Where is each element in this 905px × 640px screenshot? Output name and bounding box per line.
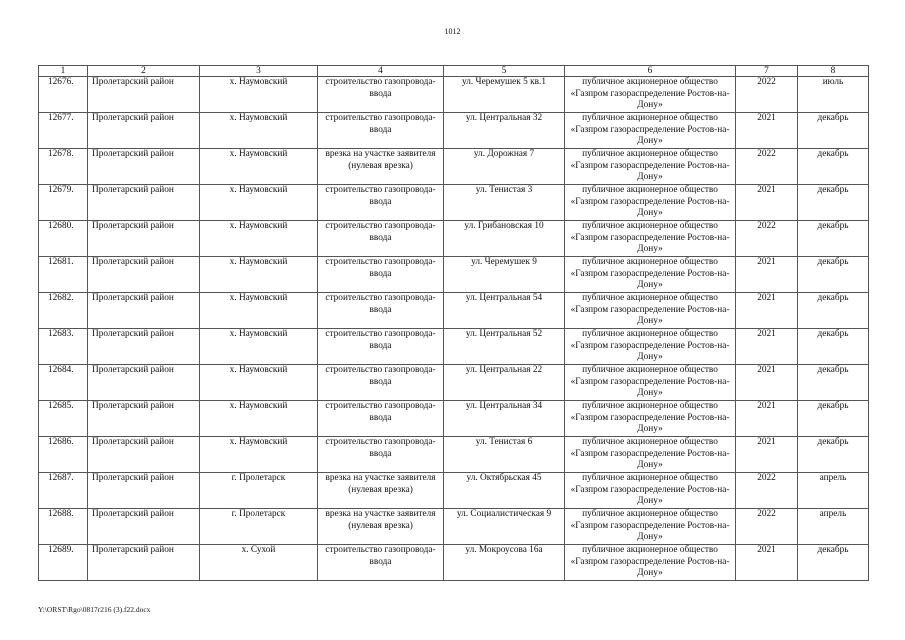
organization-cell: публичное акционерное общество «Газпром газораспределение Ростов-на-Дону» xyxy=(565,473,736,509)
work-type-cell: строительство газопровода-ввода xyxy=(318,293,444,329)
month-cell: декабрь xyxy=(798,545,869,581)
settlement-cell: х. Наумовский xyxy=(200,401,318,437)
work-type-cell: строительство газопровода-ввода xyxy=(318,77,444,113)
settlement-cell: г. Пролетарск xyxy=(200,509,318,545)
column-header: 1 xyxy=(39,66,88,77)
column-number-row xyxy=(39,66,869,77)
district-cell: Пролетарский район xyxy=(88,437,200,473)
table-row xyxy=(39,509,869,545)
district-cell: Пролетарский район xyxy=(88,401,200,437)
table-row xyxy=(39,185,869,221)
year-cell: 2021 xyxy=(736,545,798,581)
address-cell: ул. Грибановская 10 xyxy=(444,221,565,257)
work-type-cell: строительство газопровода-ввода xyxy=(318,113,444,149)
column-header: 5 xyxy=(444,66,565,77)
district-cell: Пролетарский район xyxy=(88,509,200,545)
table-row xyxy=(39,77,869,113)
address-cell: ул. Центральная 52 xyxy=(444,329,565,365)
work-type-cell: врезка на участке заявителя (нулевая врезка) xyxy=(318,473,444,509)
settlement-cell: г. Пролетарск xyxy=(200,473,318,509)
row-number-cell: 12676. xyxy=(39,77,88,113)
table-row xyxy=(39,149,869,185)
month-cell: декабрь xyxy=(798,257,869,293)
address-cell: ул. Мокроусова 16а xyxy=(444,545,565,581)
table-row xyxy=(39,113,869,149)
table-row xyxy=(39,221,869,257)
organization-cell: публичное акционерное общество «Газпром газораспределение Ростов-на-Дону» xyxy=(565,545,736,581)
month-cell: июль xyxy=(798,77,869,113)
organization-cell: публичное акционерное общество «Газпром газораспределение Ростов-на-Дону» xyxy=(565,293,736,329)
month-cell: апрель xyxy=(798,473,869,509)
work-type-cell: строительство газопровода-ввода xyxy=(318,401,444,437)
address-cell: ул. Центральная 34 xyxy=(444,401,565,437)
settlement-cell: х. Наумовский xyxy=(200,77,318,113)
settlement-cell: х. Наумовский xyxy=(200,365,318,401)
work-type-cell: строительство газопровода-ввода xyxy=(318,365,444,401)
work-type-cell: строительство газопровода-ввода xyxy=(318,257,444,293)
year-cell: 2022 xyxy=(736,149,798,185)
row-number-cell: 12681. xyxy=(39,257,88,293)
page-number: 1012 xyxy=(444,27,461,36)
district-cell: Пролетарский район xyxy=(88,77,200,113)
table-body xyxy=(39,77,869,581)
settlement-cell: х. Наумовский xyxy=(200,257,318,293)
work-type-cell: строительство газопровода-ввода xyxy=(318,185,444,221)
year-cell: 2022 xyxy=(736,77,798,113)
row-number-cell: 12685. xyxy=(39,401,88,437)
table-row xyxy=(39,329,869,365)
settlement-cell: х. Сухой xyxy=(200,545,318,581)
work-type-cell: строительство газопровода-ввода xyxy=(318,437,444,473)
month-cell: декабрь xyxy=(798,365,869,401)
organization-cell: публичное акционерное общество «Газпром газораспределение Ростов-на-Дону» xyxy=(565,77,736,113)
month-cell: декабрь xyxy=(798,221,869,257)
settlement-cell: х. Наумовский xyxy=(200,113,318,149)
district-cell: Пролетарский район xyxy=(88,221,200,257)
settlement-cell: х. Наумовский xyxy=(200,293,318,329)
table-row xyxy=(39,257,869,293)
address-cell: ул. Центральная 32 xyxy=(444,113,565,149)
table-row xyxy=(39,473,869,509)
year-cell: 2022 xyxy=(736,509,798,545)
address-cell: ул. Дорожная 7 xyxy=(444,149,565,185)
row-number-cell: 12688. xyxy=(39,509,88,545)
row-number-cell: 12683. xyxy=(39,329,88,365)
year-cell: 2021 xyxy=(736,113,798,149)
work-type-cell: строительство газопровода-ввода xyxy=(318,545,444,581)
column-header: 3 xyxy=(200,66,318,77)
work-type-cell: строительство газопровода-ввода xyxy=(318,329,444,365)
footer-file-path: Y:\ORST\Rgo\0817r216 (3).f22.docx xyxy=(38,605,151,614)
month-cell: декабрь xyxy=(798,185,869,221)
row-number-cell: 12682. xyxy=(39,293,88,329)
year-cell: 2021 xyxy=(736,437,798,473)
address-cell: ул. Центральная 22 xyxy=(444,365,565,401)
row-number-cell: 12679. xyxy=(39,185,88,221)
organization-cell: публичное акционерное общество «Газпром газораспределение Ростов-на-Дону» xyxy=(565,437,736,473)
address-cell: ул. Центральная 54 xyxy=(444,293,565,329)
organization-cell: публичное акционерное общество «Газпром газораспределение Ростов-на-Дону» xyxy=(565,365,736,401)
organization-cell: публичное акционерное общество «Газпром газораспределение Ростов-на-Дону» xyxy=(565,509,736,545)
organization-cell: публичное акционерное общество «Газпром газораспределение Ростов-на-Дону» xyxy=(565,401,736,437)
column-header: 2 xyxy=(88,66,200,77)
month-cell: декабрь xyxy=(798,401,869,437)
address-cell: ул. Социалистическая 9 xyxy=(444,509,565,545)
table-row xyxy=(39,437,869,473)
table-row xyxy=(39,401,869,437)
year-cell: 2021 xyxy=(736,365,798,401)
work-type-cell: врезка на участке заявителя (нулевая врезка) xyxy=(318,509,444,545)
year-cell: 2021 xyxy=(736,401,798,437)
column-header: 8 xyxy=(798,66,869,77)
year-cell: 2021 xyxy=(736,293,798,329)
year-cell: 2022 xyxy=(736,473,798,509)
organization-cell: публичное акционерное общество «Газпром газораспределение Ростов-на-Дону» xyxy=(565,149,736,185)
address-cell: ул. Черемушек 9 xyxy=(444,257,565,293)
table-row xyxy=(39,365,869,401)
year-cell: 2021 xyxy=(736,185,798,221)
month-cell: апрель xyxy=(798,509,869,545)
registry-table xyxy=(38,65,869,581)
district-cell: Пролетарский район xyxy=(88,545,200,581)
table-row xyxy=(39,545,869,581)
district-cell: Пролетарский район xyxy=(88,473,200,509)
district-cell: Пролетарский район xyxy=(88,365,200,401)
settlement-cell: х. Наумовский xyxy=(200,221,318,257)
row-number-cell: 12686. xyxy=(39,437,88,473)
district-cell: Пролетарский район xyxy=(88,113,200,149)
organization-cell: публичное акционерное общество «Газпром газораспределение Ростов-на-Дону» xyxy=(565,185,736,221)
column-header: 6 xyxy=(565,66,736,77)
address-cell: ул. Октябрьская 45 xyxy=(444,473,565,509)
row-number-cell: 12689. xyxy=(39,545,88,581)
row-number-cell: 12677. xyxy=(39,113,88,149)
month-cell: декабрь xyxy=(798,113,869,149)
address-cell: ул. Черемушек 5 кв.1 xyxy=(444,77,565,113)
work-type-cell: врезка на участке заявителя (нулевая врезка) xyxy=(318,149,444,185)
settlement-cell: х. Наумовский xyxy=(200,329,318,365)
table-row xyxy=(39,293,869,329)
month-cell: декабрь xyxy=(798,329,869,365)
organization-cell: публичное акционерное общество «Газпром газораспределение Ростов-на-Дону» xyxy=(565,221,736,257)
district-cell: Пролетарский район xyxy=(88,185,200,221)
column-header: 4 xyxy=(318,66,444,77)
month-cell: декабрь xyxy=(798,437,869,473)
settlement-cell: х. Наумовский xyxy=(200,185,318,221)
row-number-cell: 12680. xyxy=(39,221,88,257)
year-cell: 2022 xyxy=(736,221,798,257)
settlement-cell: х. Наумовский xyxy=(200,149,318,185)
row-number-cell: 12678. xyxy=(39,149,88,185)
organization-cell: публичное акционерное общество «Газпром газораспределение Ростов-на-Дону» xyxy=(565,329,736,365)
month-cell: декабрь xyxy=(798,149,869,185)
month-cell: декабрь xyxy=(798,293,869,329)
organization-cell: публичное акционерное общество «Газпром газораспределение Ростов-на-Дону» xyxy=(565,257,736,293)
district-cell: Пролетарский район xyxy=(88,149,200,185)
row-number-cell: 12684. xyxy=(39,365,88,401)
settlement-cell: х. Наумовский xyxy=(200,437,318,473)
address-cell: ул. Тенистая 3 xyxy=(444,185,565,221)
district-cell: Пролетарский район xyxy=(88,329,200,365)
address-cell: ул. Тенистая 6 xyxy=(444,437,565,473)
work-type-cell: строительство газопровода-ввода xyxy=(318,221,444,257)
district-cell: Пролетарский район xyxy=(88,293,200,329)
row-number-cell: 12687. xyxy=(39,473,88,509)
column-header: 7 xyxy=(736,66,798,77)
year-cell: 2021 xyxy=(736,257,798,293)
organization-cell: публичное акционерное общество «Газпром газораспределение Ростов-на-Дону» xyxy=(565,113,736,149)
district-cell: Пролетарский район xyxy=(88,257,200,293)
year-cell: 2021 xyxy=(736,329,798,365)
